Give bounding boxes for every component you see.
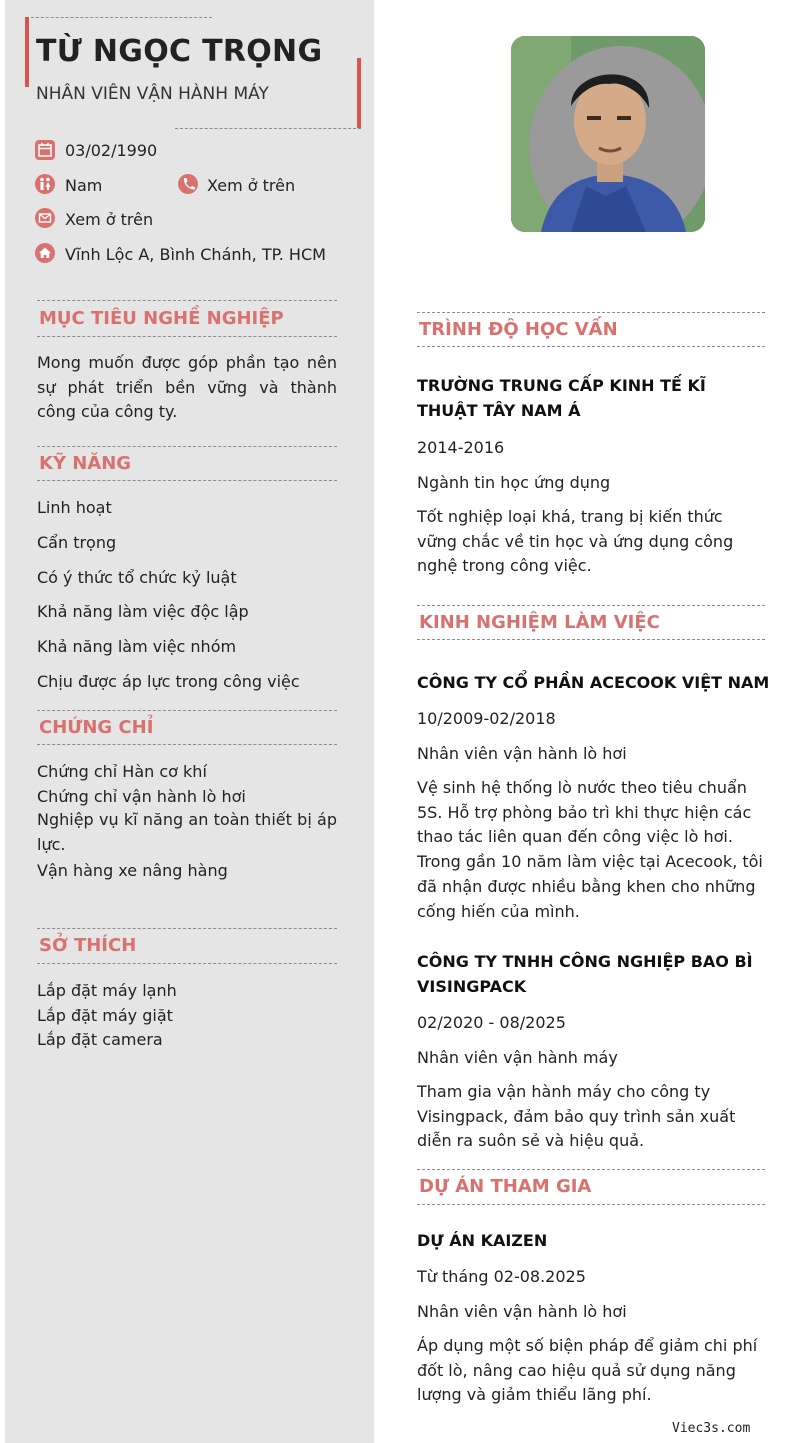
hobby-item: Lắp đặt máy lạnh [37,981,177,1000]
job-position: Nhân viên vận hành máy [417,1048,618,1067]
experience-heading: KINH NGHIỆM LÀM VIỆC [419,612,660,633]
accent-bar-right [357,58,361,128]
divider [417,639,765,640]
divider [26,17,212,18]
hobby-item: Lắp đặt camera [37,1030,163,1049]
divider [37,300,337,301]
divider [417,346,765,347]
phone-icon [178,174,198,194]
job-period: 10/2009-02/2018 [417,709,556,728]
divider [417,312,765,313]
divider [37,963,337,964]
objective-text: Mong muốn được góp phần tạo nên sự phát triển bền vững và thành công của công ty. [37,353,337,421]
gender-text: Nam [65,176,103,195]
email-text: Xem ở trên [65,210,154,229]
education-major: Ngành tin học ứng dụng [417,473,611,492]
skill-item: Có ý thức tổ chức kỷ luật [37,568,237,587]
job-description: Tham gia vận hành máy cho công ty Visingpack, đảm bảo quy trình sản xuất diễn ra suôn sẻ và hiệu quả. [417,1082,736,1151]
skill-item: Khả năng làm việc độc lập [37,602,249,621]
project-description: Áp dụng một số biện pháp để giảm chi phí đốt lò, nâng cao hiệu quả sử dụng năng lượng và giảm thiểu lãng phí. [417,1336,758,1405]
skill-item: Cẩn trọng [37,533,117,552]
job-position: Nhân viên vận hành lò hơi [417,744,627,763]
project-role: Nhân viên vận hành lò hơi [417,1302,627,1321]
calendar-icon [35,140,55,160]
divider [37,928,337,929]
job-title: NHÂN VIÊN VẬN HÀNH MÁY [36,84,269,104]
divider [175,128,361,129]
divider [417,605,765,606]
divider [417,1204,765,1205]
address-text: Vĩnh Lộc A, Bình Chánh, TP. HCM [65,245,326,264]
certificate-item: Vận hàng xe nâng hàng [37,861,228,880]
education-heading: TRÌNH ĐỘ HỌC VẤN [419,319,618,340]
divider [417,1169,765,1170]
objective-heading: MỤC TIÊU NGHỀ NGHIỆP [39,308,284,329]
company-name: CÔNG TY CỔ PHẦN ACECOOK VIỆT NAM [417,673,770,692]
hobbies-heading: SỞ THÍCH [39,935,137,956]
accent-bar-left [25,17,29,87]
school-name: TRƯỜNG TRUNG CẤP KINH TẾ KĨ THUẬT TÂY NAM Á [417,376,706,420]
candidate-name: TỪ NGỌC TRỌNG [36,34,323,69]
education-description: Tốt nghiệp loại khá, trang bị kiến thức vững chắc về tin học và ứng dụng công nghệ trong công việc. [417,507,734,576]
profile-photo [511,36,705,232]
skill-item: Linh hoạt [37,498,112,517]
education-period: 2014-2016 [417,438,505,457]
hobby-item: Lắp đặt máy giặt [37,1006,173,1025]
home-icon [35,243,55,263]
phone-text: Xem ở trên [207,176,296,195]
watermark: Viec3s.com [672,1421,751,1436]
certificates-heading: CHỨNG CHỈ [39,717,154,738]
certificate-item: Chứng chỉ Hàn cơ khí [37,762,207,781]
job-period: 02/2020 - 08/2025 [417,1013,566,1032]
skill-item: Khả năng làm việc nhóm [37,637,237,656]
job-description: Vệ sinh hệ thống lò nước theo tiêu chuẩn 5S. Hỗ trợ phòng bảo trì khi thực hiện các thao tác liên quan đến công việc lò hơi. Trong gần 10 năm làm việc tại Acecook, tôi đã nhận được nhiều bằng khen cho những cống hiến của mình. [417,778,763,921]
divider [37,744,337,745]
divider [37,710,337,711]
company-name: CÔNG TY TNHH CÔNG NGHIỆP BAO BÌ VISINGPACK [417,952,753,996]
divider [37,480,337,481]
divider [37,336,337,337]
dob-text: 03/02/1990 [65,141,158,160]
gender-icon [35,174,55,194]
divider [37,446,337,447]
certificate-item: Nghiệp vụ kĩ năng an toàn thiết bị áp lực. [37,810,337,854]
project-name: DỰ ÁN KAIZEN [417,1231,548,1250]
skill-item: Chịu được áp lực trong công việc [37,672,300,691]
skills-heading: KỸ NĂNG [39,453,132,474]
certificate-item: Chứng chỉ vận hành lò hơi [37,787,246,806]
projects-heading: DỰ ÁN THAM GIA [419,1176,592,1197]
envelope-icon [35,208,55,228]
project-period: Từ tháng 02-08.2025 [417,1267,586,1286]
